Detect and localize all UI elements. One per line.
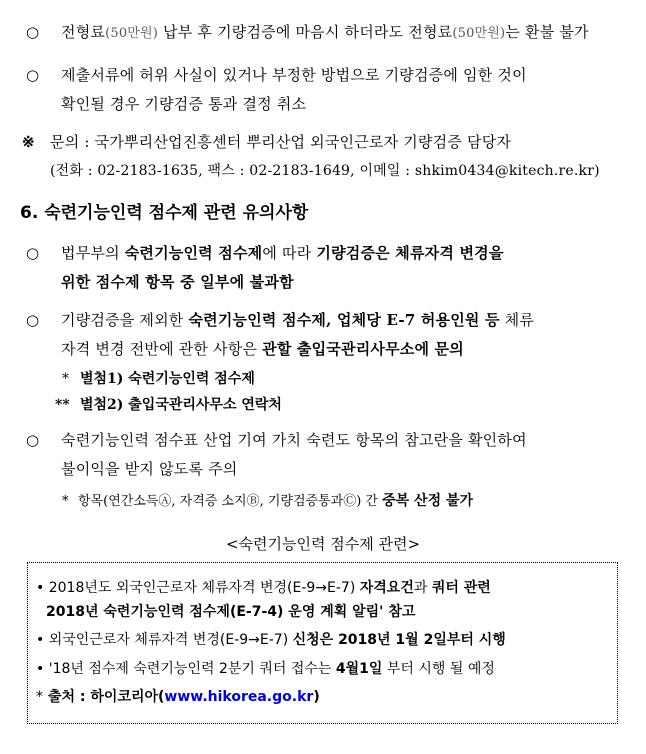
b2-text-b: 숙련기능인력 점수제, 업체당 E-7 허용인원 등 [188, 311, 500, 329]
box-row-1-c: 과 [413, 580, 432, 596]
circle-bullet: ○ [26, 23, 40, 41]
box-row-3-a: 외국인근로자 체류자격 변경(E-9→E-7) [48, 632, 293, 648]
asterisk-mark: * [62, 494, 69, 509]
fee-end: 는 환불 불가 [505, 23, 589, 41]
falsification-notice [26, 61, 626, 119]
item-note-text: 항목(연간소득Ⓐ, 자격증 소지Ⓑ, 기량검증통과Ⓒ) 간 [78, 494, 383, 509]
b2-text-e: 관할 출입국관리사무소에 문의 [262, 340, 464, 358]
box-row-1 [36, 577, 491, 597]
attachment-1-label: 별첨1) 숙련기능인력 점수제 [80, 371, 255, 387]
b1-text-a: 법무부의 [61, 244, 125, 262]
falsification-line-2: 확인될 경우 기량검증 통과 결정 취소 [61, 95, 307, 113]
bullet-dot: • [36, 661, 45, 677]
inquiry-notice [26, 306, 626, 364]
refund-notice [26, 18, 626, 48]
attachment-2-label: 별첨2) 출입국관리사무소 연락처 [80, 397, 282, 413]
bullet-dot: • [36, 580, 45, 596]
circle-bullet: ○ [26, 311, 40, 329]
b1-text-b: 숙련기능인력 점수제 [124, 244, 263, 262]
box-row-1-b: 자격요건 [359, 580, 414, 596]
box-row-1-a: 2018년도 외국인근로자 체류자격 변경(E-9→E-7) [48, 580, 360, 596]
fee-amount-2: (50만원) [452, 26, 506, 41]
point-system-notice [26, 239, 626, 297]
attachment-2 [55, 394, 282, 414]
b2-text-a: 기량검증을 제외한 [61, 311, 189, 329]
fee-text: 납부 후 기량검증에 마음시 하더라도 전형료 [158, 23, 453, 41]
b2-text-c: 체류 [499, 311, 535, 329]
b3-line-2: 불이익을 받지 않도록 주의 [61, 460, 238, 478]
box-row-4 [36, 658, 495, 678]
fee-label: 전형료 [61, 23, 106, 41]
box-row-1-d: 쿼터 관련 [431, 580, 491, 596]
box-row-3 [36, 629, 506, 649]
caution-notice [26, 426, 626, 484]
source-label: 출처 : 하이코리아( [48, 689, 165, 705]
contact-line-1: 문의 : 국가뿌리산업진흥센터 뿌리산업 외국인근로자 기량검증 담당자 [50, 133, 512, 151]
b1-text-c: 에 따라 [262, 244, 317, 262]
b2-text-d: 자격 변경 전반에 관한 사항은 [61, 340, 263, 358]
box-source [36, 686, 320, 706]
bullet-dot: • [36, 632, 45, 648]
b1-line-2: 위한 점수제 항목 중 일부에 불과함 [61, 273, 294, 291]
box-row-2 [46, 601, 415, 621]
attachment-1 [62, 368, 255, 388]
asterisk-mark: * [62, 371, 69, 387]
box-row-4-c: 부터 시행 될 예정 [382, 661, 495, 677]
falsification-line-1: 제출서류에 허위 사실이 있거나 부정한 방법으로 기량검증에 임한 것이 [61, 66, 527, 84]
box-row-3-b: 신청은 2018년 1월 2일부터 시행 [292, 632, 506, 648]
contact-line-2: (전화 : 02-2183-1635, 팩스 : 02-2183-1649, 이메일 : shkim0434@kitech.re.kr) [50, 163, 600, 179]
box-row-4-a: '18년 점수제 숙련기능인력 2분기 쿼터 접수는 [48, 661, 336, 677]
circle-bullet: ○ [26, 431, 40, 449]
reference-box [27, 562, 618, 724]
contact-info [22, 128, 622, 186]
box-row-2-text: 2018년 숙련기능인력 점수제(E-7-4) 운영 계획 알림' 참고 [46, 604, 416, 620]
duplicate-count-note [62, 490, 473, 510]
circle-bullet: ○ [26, 66, 40, 84]
hikorea-link[interactable]: www.hikorea.go.kr [164, 689, 314, 705]
box-row-4-b: 4월1일 [335, 661, 383, 677]
source-end: ) [313, 689, 320, 705]
b1-text-d: 기량검증은 체류자격 변경을 [316, 244, 504, 262]
section-heading: 6. 숙련기능인력 점수제 관련 유의사항 [20, 203, 309, 223]
box-caption: <숙련기능인력 점수제 관련> [225, 535, 421, 553]
b3-line-1: 숙련기능인력 점수표 산업 기여 가치 숙련도 항목의 참고란을 확인하여 [61, 431, 527, 449]
asterisk-mark: * [36, 689, 43, 705]
double-asterisk-mark: ** [55, 397, 70, 413]
item-note-bold: 중복 산정 불가 [382, 493, 474, 509]
fee-amount: (50만원) [105, 26, 159, 41]
reference-mark: ※ [22, 133, 35, 151]
circle-bullet: ○ [26, 244, 40, 262]
